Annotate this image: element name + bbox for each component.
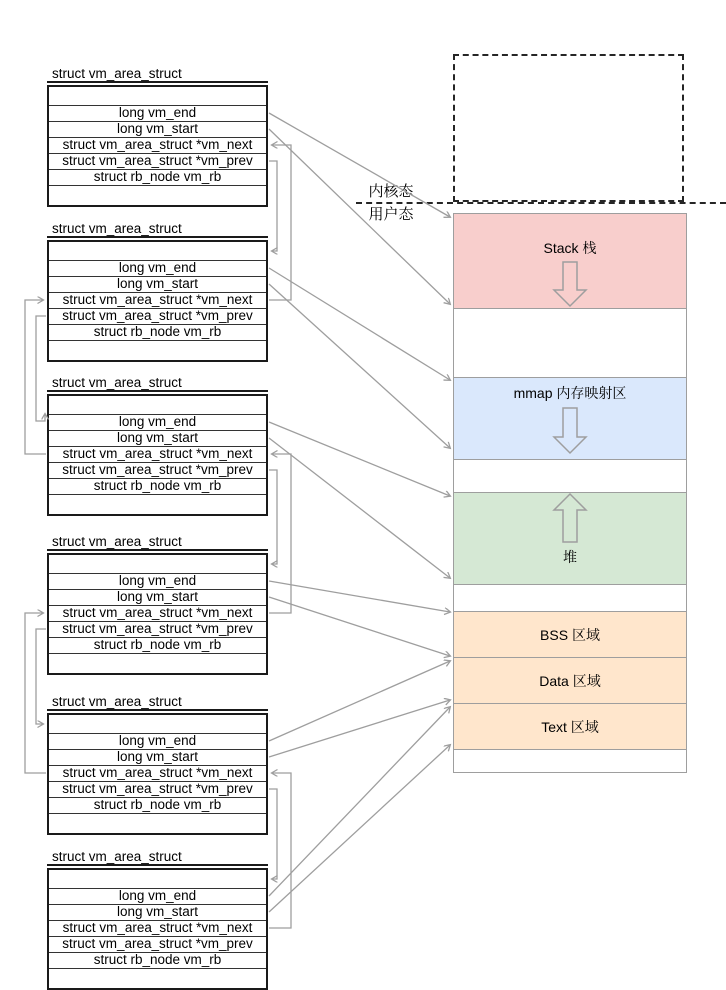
vma-row-vm-prev: struct vm_area_struct *vm_prev [49, 936, 266, 952]
vma-title: struct vm_area_struct [47, 375, 268, 392]
vma-box [47, 713, 268, 835]
vma-row-vm-start: long vm_start [49, 904, 266, 920]
vma-row-empty [49, 715, 266, 733]
vma-struct-2 [47, 221, 268, 362]
region-stack [453, 213, 687, 309]
region-heap-label: 堆 [563, 549, 577, 565]
vma-title: struct vm_area_struct [47, 849, 268, 866]
vma-row-vm-start: long vm_start [49, 121, 266, 137]
vma-row-vm-end: long vm_end [49, 260, 266, 276]
vma-row-vm-prev: struct vm_area_struct *vm_prev [49, 781, 266, 797]
kernel-space-box [453, 54, 684, 202]
vma-struct-3 [47, 375, 268, 516]
link-vma3-prev-to-vma4 [269, 470, 277, 564]
vma-row-vm-next: struct vm_area_struct *vm_next [49, 137, 266, 153]
arrow-vma3-start-heap-bottom [269, 438, 450, 578]
vma-row-vm-next: struct vm_area_struct *vm_next [49, 292, 266, 308]
vma-box [47, 85, 268, 207]
vma-row-empty [49, 555, 266, 573]
region-unmapped-gap [453, 308, 687, 378]
vma-row-empty [49, 185, 266, 205]
arrow-vma3-end-heap-top [269, 422, 450, 496]
vma-row-vm-end: long vm_end [49, 414, 266, 430]
vma-box [47, 868, 268, 990]
kernel-mode-label: 内核态 [368, 183, 414, 200]
vma-row-empty [49, 242, 266, 260]
vma-row-empty [49, 653, 266, 673]
vma-row-empty [49, 968, 266, 988]
vma-row-vm-next: struct vm_area_struct *vm_next [49, 765, 266, 781]
arrow-vma2-start-mmap-bottom [269, 284, 450, 448]
region-unmapped-gap [453, 584, 687, 612]
region-text [453, 703, 687, 750]
region-bss-label: BSS 区域 [540, 626, 600, 643]
arrow-vma4-start-bss-bottom [269, 597, 450, 656]
vma-row-empty [49, 813, 266, 833]
vma-row-vm-start: long vm_start [49, 430, 266, 446]
vma-row-empty [49, 494, 266, 514]
region-mmap-label: mmap 内存映射区 [513, 385, 627, 401]
vma-row-vm-rb: struct rb_node vm_rb [49, 478, 266, 494]
vma-row-empty [49, 340, 266, 360]
arrow-vma2-end-mmap-top [269, 268, 450, 380]
vma-row-vm-start: long vm_start [49, 589, 266, 605]
vma-row-vm-end: long vm_end [49, 105, 266, 121]
region-unmapped-gap [453, 749, 687, 773]
vma-struct-1 [47, 66, 268, 207]
vma-row-vm-start: long vm_start [49, 276, 266, 292]
vma-row-vm-rb: struct rb_node vm_rb [49, 169, 266, 185]
link-vma1-prev-to-vma2 [269, 161, 277, 251]
region-text-label: Text 区域 [541, 718, 599, 735]
region-heap [453, 492, 687, 585]
vma-row-vm-start: long vm_start [49, 749, 266, 765]
vma-row-vm-end: long vm_end [49, 573, 266, 589]
region-bss [453, 611, 687, 658]
region-unmapped-gap [453, 459, 687, 493]
vma-title: struct vm_area_struct [47, 66, 268, 83]
vma-row-vm-rb: struct rb_node vm_rb [49, 797, 266, 813]
vma-struct-6 [47, 849, 268, 990]
vma-row-vm-next: struct vm_area_struct *vm_next [49, 920, 266, 936]
vma-row-vm-rb: struct rb_node vm_rb [49, 952, 266, 968]
arrow-vma6-start-text-bottom [269, 745, 450, 912]
vma-struct-4 [47, 534, 268, 675]
vma-title: struct vm_area_struct [47, 534, 268, 551]
arrow-vma5-end-data-top [269, 661, 450, 741]
region-stack-label: Stack 栈 [543, 240, 597, 256]
vma-row-empty [49, 87, 266, 105]
vma-title: struct vm_area_struct [47, 694, 268, 711]
vma-box [47, 394, 268, 516]
arrow-vma5-start-data-bottom [269, 700, 450, 757]
region-mmap [453, 377, 687, 460]
link-vma2-next-to-vma1 [269, 145, 291, 300]
vma-row-vm-prev: struct vm_area_struct *vm_prev [49, 153, 266, 169]
link-vma5-prev-to-vma6 [269, 789, 277, 879]
arrow-vma6-end-text-top [269, 707, 450, 896]
vma-row-empty [49, 396, 266, 414]
vma-row-vm-prev: struct vm_area_struct *vm_prev [49, 308, 266, 324]
link-vma2-prev-to-vma3 [36, 316, 46, 421]
vma-row-vm-next: struct vm_area_struct *vm_next [49, 605, 266, 621]
region-data-label: Data 区域 [539, 672, 601, 689]
vma-title: struct vm_area_struct [47, 221, 268, 238]
vma-row-empty [49, 870, 266, 888]
vma-row-vm-next: struct vm_area_struct *vm_next [49, 446, 266, 462]
region-data [453, 657, 687, 704]
user-mode-label: 用户态 [368, 206, 414, 223]
vma-box [47, 240, 268, 362]
link-vma4-prev-to-vma5 [36, 629, 46, 724]
vma-box [47, 553, 268, 675]
vma-row-vm-end: long vm_end [49, 888, 266, 904]
vma-row-vm-prev: struct vm_area_struct *vm_prev [49, 621, 266, 637]
vma-row-vm-rb: struct rb_node vm_rb [49, 324, 266, 340]
vma-row-vm-end: long vm_end [49, 733, 266, 749]
link-vma5-next-to-vma4 [25, 613, 46, 773]
kernel-user-divider [356, 202, 726, 204]
arrow-vma4-end-bss-top [269, 581, 450, 612]
vma-struct-5 [47, 694, 268, 835]
link-vma3-next-to-vma2 [25, 300, 46, 454]
link-vma4-next-to-vma3 [269, 454, 291, 613]
link-vma6-next-to-vma5 [269, 773, 291, 928]
vma-row-vm-prev: struct vm_area_struct *vm_prev [49, 462, 266, 478]
vma-row-vm-rb: struct rb_node vm_rb [49, 637, 266, 653]
field-to-region-arrows [269, 113, 450, 912]
arrow-vma1-start-stack-bottom [269, 129, 450, 304]
